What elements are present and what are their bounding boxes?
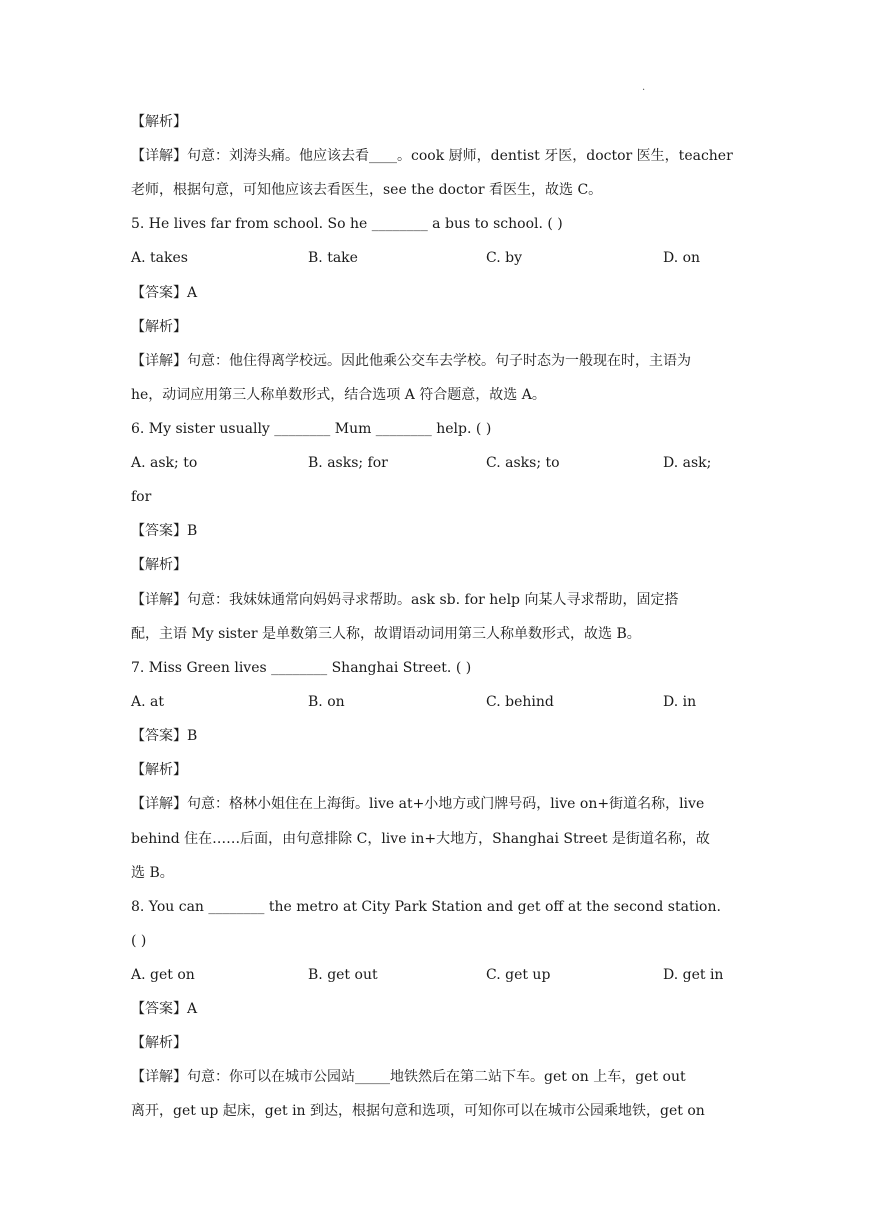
explanation-line: behind 住在……后面，由句意排除 C，live in+大地方，Shanghai Street 是街道名称，故	[131, 831, 710, 847]
option-a: A. takes	[131, 250, 188, 266]
option-d: D. on	[663, 250, 701, 266]
analysis-label: 【解析】	[131, 1035, 187, 1051]
answer-label: 【答案】B	[131, 523, 198, 539]
explanation-line: 【详解】句意：我妹妹通常向妈妈寻求帮助。ask sb. for help 向某人寻求帮助，固定搭	[131, 592, 679, 608]
analysis-label: 【解析】	[131, 114, 187, 130]
explanation-line: he，动词应用第三人称单数形式，结合选项 A 符合题意，故选 A。	[131, 387, 546, 403]
option-a: A. at	[131, 694, 164, 710]
question-6: 6. My sister usually ________ Mum ________ help. ( )	[131, 421, 492, 437]
option-d: D. in	[663, 694, 697, 710]
question-5: 5. He lives far from school. So he ________ a bus to school. ( )	[131, 216, 563, 232]
question-8-bracket: ( )	[131, 933, 147, 949]
explanation-line: 配，主语 My sister 是单数第三人称，故谓语动词用第三人称单数形式，故选 B。	[131, 626, 641, 642]
option-a: A. get on	[131, 967, 195, 983]
option-a: A. ask; to	[131, 455, 198, 471]
option-c: C. behind	[486, 694, 554, 710]
option-b: B. on	[308, 694, 345, 710]
options-q5	[131, 248, 741, 268]
explanation-line: 老师，根据句意，可知他应该去看医生，see the doctor 看医生，故选 C。	[131, 182, 603, 198]
explanation-line: 选 B。	[131, 865, 174, 881]
analysis-label: 【解析】	[131, 319, 187, 335]
answer-label: 【答案】B	[131, 728, 198, 744]
option-b: B. asks; for	[308, 455, 388, 471]
explanation-line: 【详解】句意：你可以在城市公园站_____地铁然后在第二站下车。get on 上车，get out	[131, 1069, 686, 1085]
options-q6	[131, 453, 741, 473]
option-b: B. get out	[308, 967, 378, 983]
explanation-line: 【详解】句意：刘涛头痛。他应该去看____。cook 厨师，dentist 牙医，doctor 医生，teacher	[131, 148, 733, 164]
explanation-line: 【详解】句意：他住得离学校远。因此他乘公交车去学校。句子时态为一般现在时，主语为	[131, 353, 691, 369]
option-d: D. get in	[663, 967, 724, 983]
explanation-line: 【详解】句意：格林小姐住在上海街。live at+小地方或门牌号码，live on+街道名称，live	[131, 796, 705, 812]
question-7: 7. Miss Green lives ________ Shanghai Street. ( )	[131, 660, 472, 676]
option-d: D. ask;	[663, 455, 712, 471]
answer-label: 【答案】A	[131, 1001, 198, 1017]
options-q8	[131, 965, 741, 985]
page-dot: .	[642, 82, 646, 93]
option-b: B. take	[308, 250, 358, 266]
option-d-continuation: for	[131, 489, 152, 505]
analysis-label: 【解析】	[131, 557, 187, 573]
option-c: C. get up	[486, 967, 551, 983]
options-q7	[131, 692, 741, 712]
explanation-line: 离开，get up 起床，get in 到达，根据句意和选项，可知你可以在城市公园乘地铁，get on	[131, 1103, 705, 1119]
question-8: 8. You can ________ the metro at City Park Station and get off at the second station.	[131, 899, 721, 915]
analysis-label: 【解析】	[131, 762, 187, 778]
option-c: C. asks; to	[486, 455, 560, 471]
option-c: C. by	[486, 250, 522, 266]
answer-label: 【答案】A	[131, 285, 198, 301]
